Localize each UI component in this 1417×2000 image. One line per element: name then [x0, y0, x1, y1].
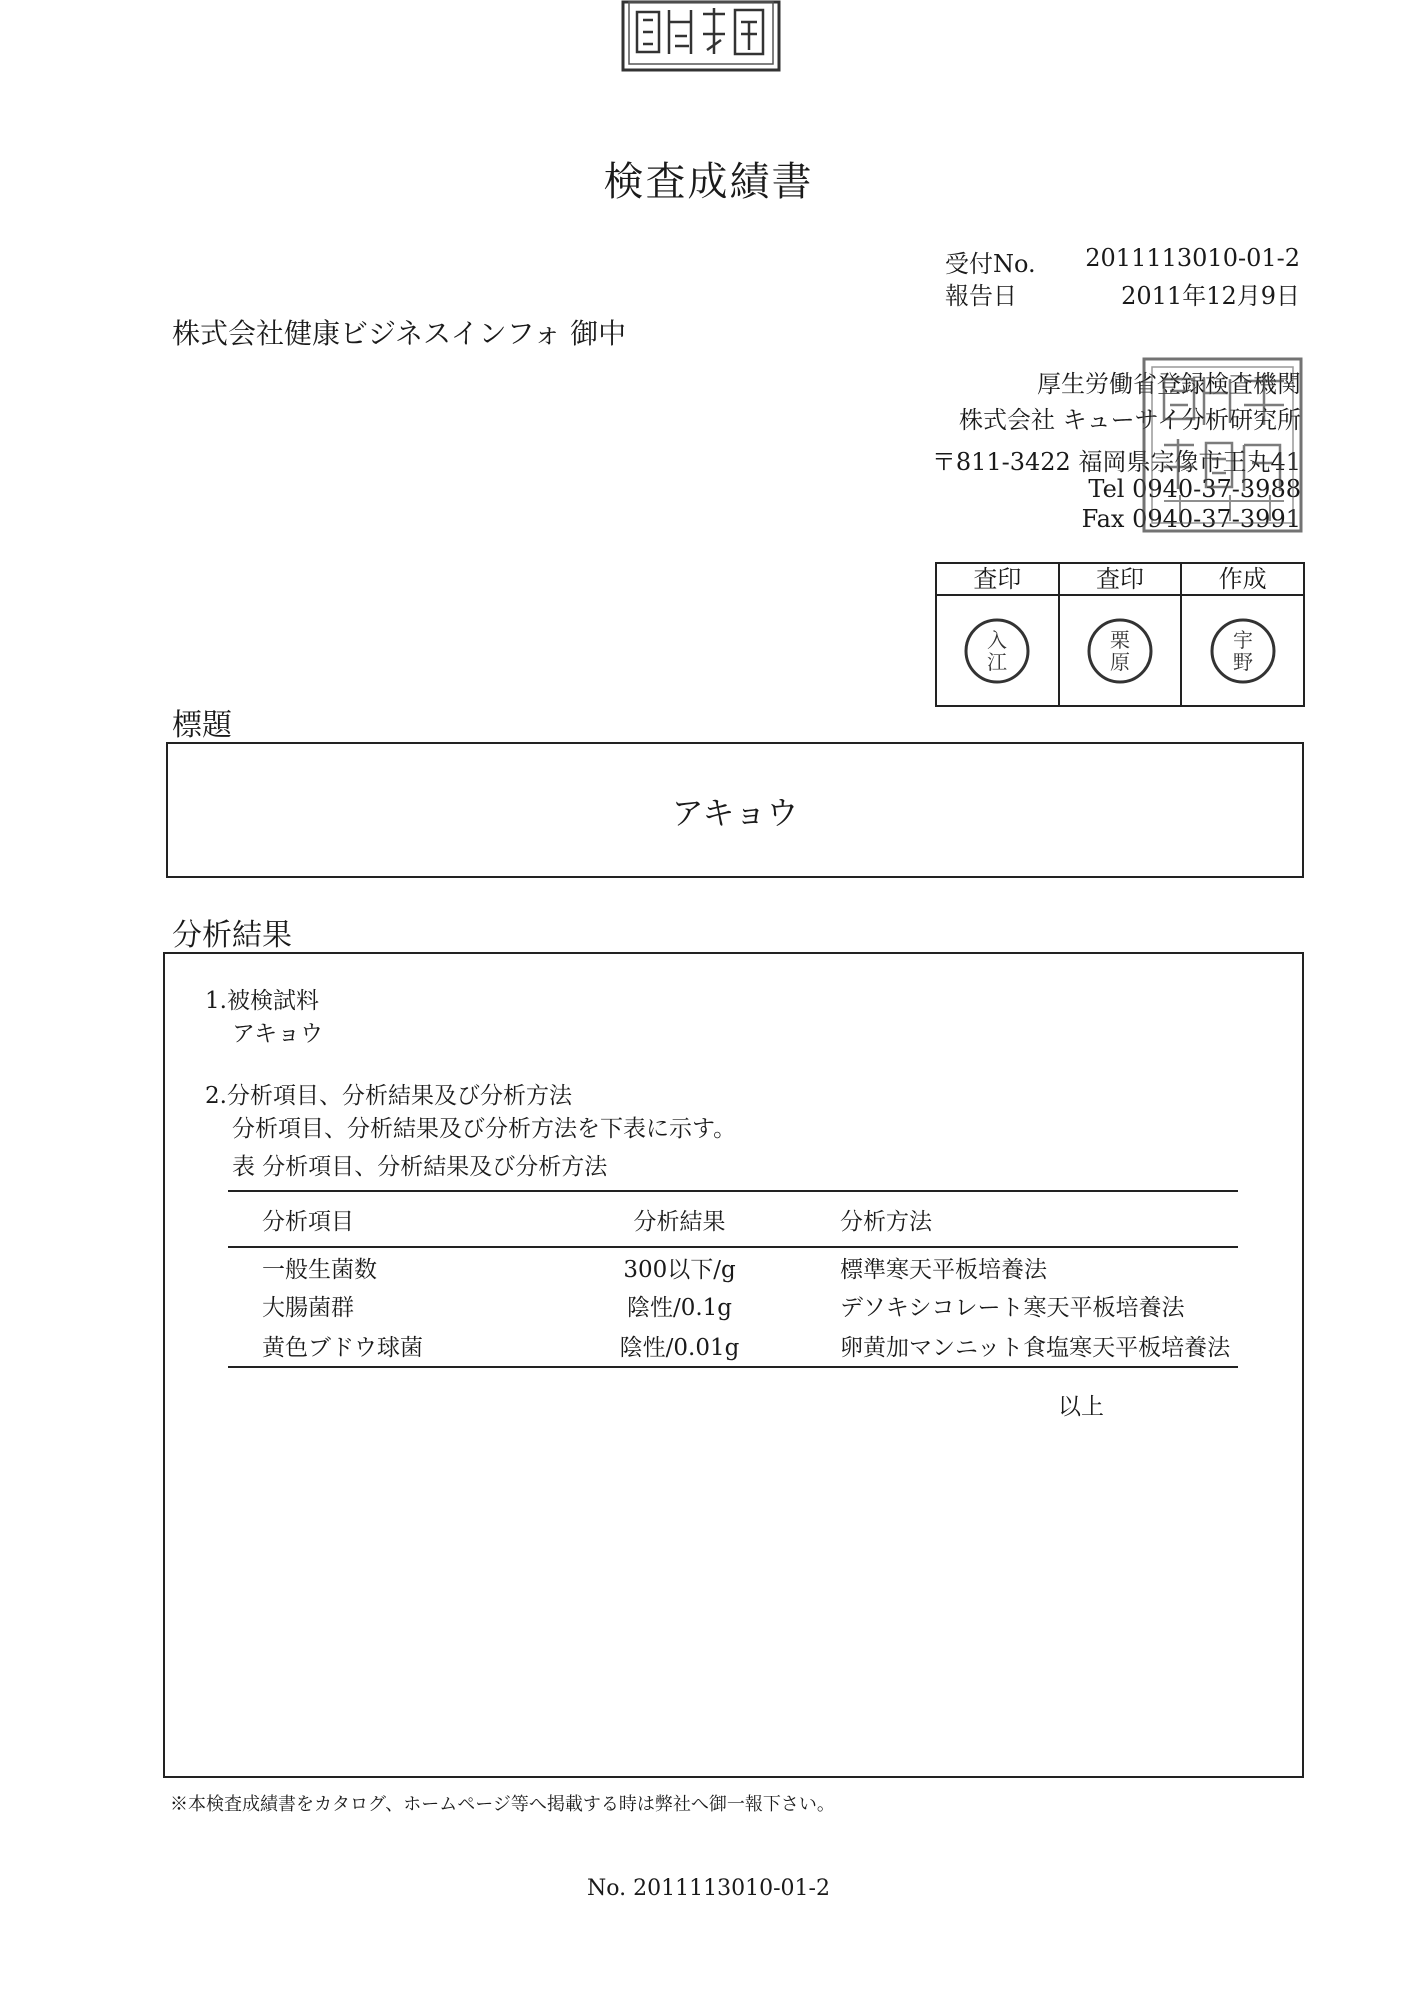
seal-name: 宇野	[1232, 627, 1253, 674]
seal-name: 栗原	[1110, 627, 1130, 674]
round-seal-icon	[1085, 616, 1155, 686]
table-cell: デソキシコレート寒天平板培養法	[840, 1294, 1185, 1321]
sample-name: アキョウ	[232, 1021, 324, 1047]
table-caption: 表 分析項目、分析結果及び分析方法	[232, 1154, 608, 1180]
receipt-number-label: 受付No.	[945, 250, 1036, 278]
approval-column	[1182, 564, 1303, 705]
subject-label: 標題	[172, 708, 232, 743]
top-company-seal	[617, 0, 785, 72]
header-cell: 分析結果	[547, 1191, 812, 1247]
approval-column	[937, 564, 1060, 705]
table-cell: 一般生菌数	[262, 1256, 377, 1283]
seal-name: 入江	[987, 627, 1008, 674]
table-row	[228, 1247, 1238, 1286]
analysis-description: 分析項目、分析結果及び分析方法を下表に示す。	[232, 1116, 737, 1142]
round-seal-icon	[962, 616, 1032, 686]
sample-heading: 1.被検試料	[205, 988, 319, 1014]
subject-box	[166, 742, 1304, 878]
issuer-tel: Tel 0940-37-3988	[1088, 475, 1301, 503]
approval-header: 作成	[1182, 564, 1303, 596]
table-header-row	[228, 1191, 1238, 1247]
table-cell: 大腸菌群	[262, 1294, 354, 1321]
header-cell: 分析項目	[228, 1191, 547, 1247]
receipt-number: 2011113010-01-2	[1085, 244, 1300, 272]
table-cell: 陰性/0.01g	[547, 1324, 812, 1367]
issuer-company: 株式会社 キューサイ分析研究所	[959, 406, 1301, 434]
round-seal-icon	[1208, 616, 1278, 686]
analysis-results-table	[228, 1190, 1238, 1368]
table-cell: 陰性/0.1g	[626, 1294, 733, 1321]
approval-header: 査印	[1060, 564, 1181, 596]
table-cell: 標準寒天平板培養法	[840, 1256, 1047, 1283]
approval-stamp-table	[935, 562, 1305, 707]
approval-column	[1060, 564, 1183, 705]
issuer-fax: Fax 0940-37-3991	[1081, 505, 1301, 533]
results-label: 分析結果	[172, 918, 292, 953]
document-number: No. 2011113010-01-2	[587, 1876, 830, 1901]
table-cell: 黄色ブドウ球菌	[228, 1324, 547, 1367]
subject-value: アキョウ	[671, 794, 799, 832]
footer-note: ※本検査成績書をカタログ、ホームページ等へ掲載する時は弊社へ御一報下さい。	[170, 1794, 835, 1815]
document-title: 検査成績書	[603, 159, 814, 205]
issuer-address: 〒811-3422 福岡県宗像市王丸41	[931, 448, 1301, 476]
table-cell: 300以下/g	[623, 1256, 736, 1283]
addressee: 株式会社健康ビジネスインフォ 御中	[172, 317, 627, 350]
header-cell: 分析方法	[812, 1191, 1238, 1247]
issuer-registration: 厚生労働省登録検査機関	[1037, 370, 1301, 398]
table-cell: 卵黄加マンニット食塩寒天平板培養法	[812, 1324, 1238, 1367]
report-date: 2011年12月9日	[1121, 282, 1300, 310]
table-row	[228, 1324, 1238, 1367]
analysis-heading: 2.分析項目、分析結果及び分析方法	[205, 1083, 572, 1109]
issuer-company-seal	[1140, 355, 1305, 535]
end-mark: 以上	[1058, 1394, 1104, 1420]
approval-header: 査印	[937, 564, 1058, 596]
table-row	[228, 1286, 1238, 1324]
report-date-label: 報告日	[945, 282, 1017, 310]
